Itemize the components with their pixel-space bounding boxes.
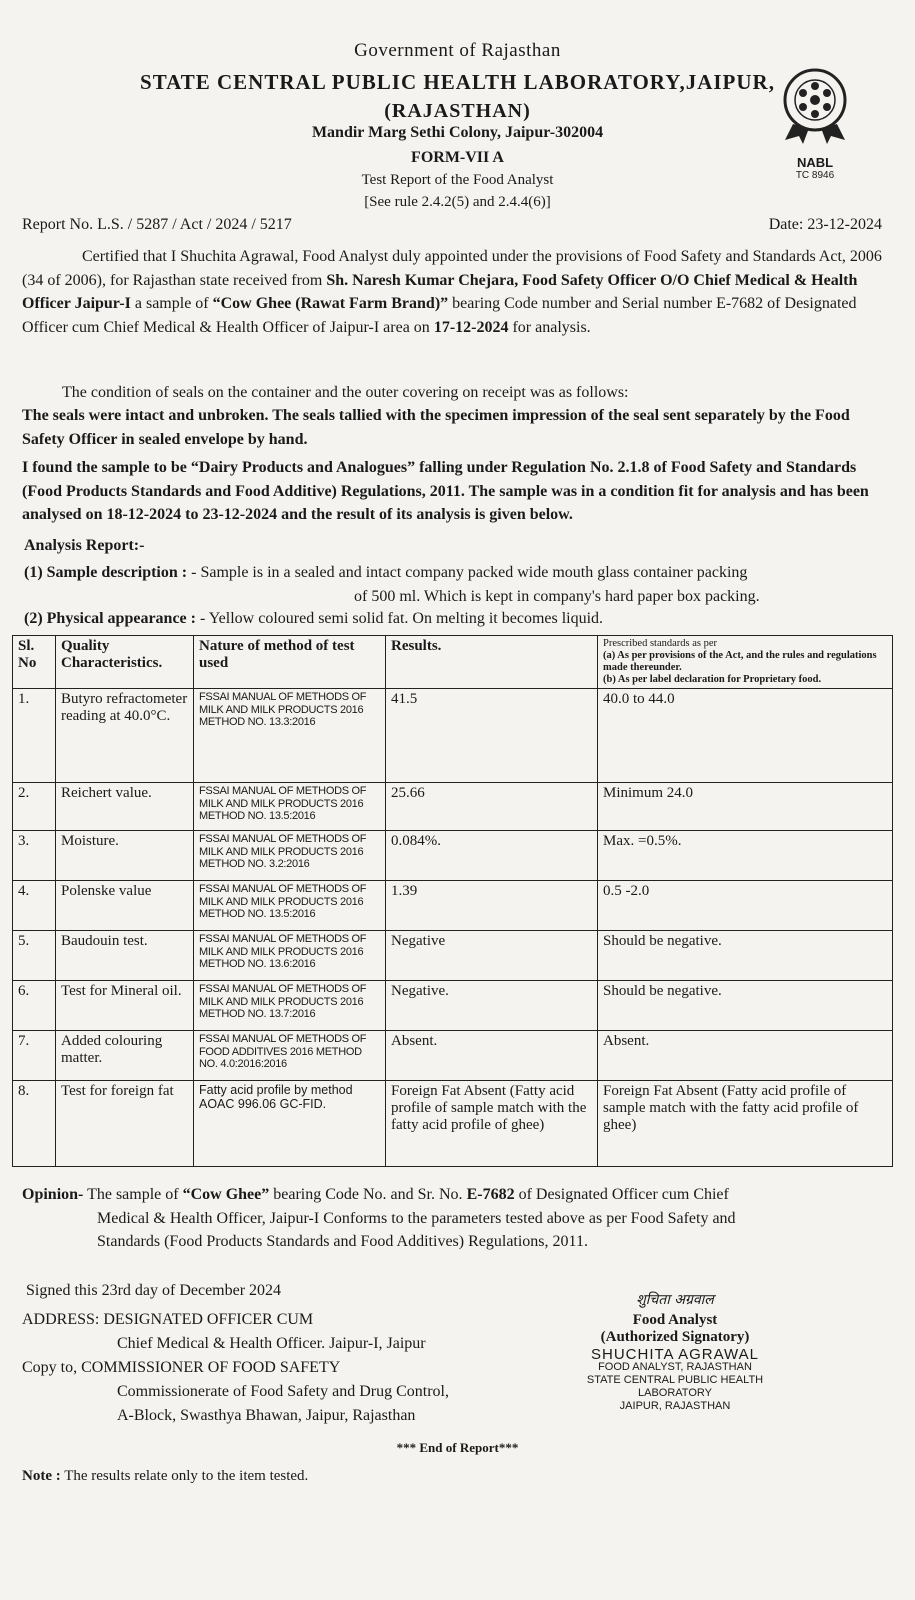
official-stamp: SHUCHITA AGRAWAL FOOD ANALYST, RAJASTHAN STATE CENTRAL PUBLIC HEALTH LABORATORY JAIPUR, RAJASTHAN (586, 1346, 764, 1412)
report-date: Date: 23-12-2024 (768, 216, 882, 233)
table-row: 3. Moisture. FSSAI MANUAL OF METHODS OF MILK AND MILK PRODUCTS 2016 METHOD NO. 3.2:2016 0.084%. Max. =0.5%. (13, 831, 893, 881)
seal-condition-intro: The condition of seals on the container and the outer covering on receipt was as follows: (62, 384, 629, 401)
table-row: 7. Added colouring matter. FSSAI MANUAL OF METHODS OF FOOD ADDITIVES 2016 METHOD NO. 4.0:2016:2016 Absent. Absent. (13, 1031, 893, 1081)
analyst-title: Food Analyst (632, 1312, 718, 1328)
sample-description: (1) Sample description : - Sample is in a sealed and intact company packed wide mouth glass container packing of 500 ml. Which is kept in company's hard paper box packing. (24, 564, 760, 605)
authorized-signatory: (Authorized Signatory) (600, 1329, 750, 1345)
col-results: Results. (386, 636, 598, 689)
table-row: 4. Polenske value FSSAI MANUAL OF METHODS OF MILK AND MILK PRODUCTS 2016 METHOD NO. 13.5:2016 1.39 0.5 -2.0 (13, 881, 893, 931)
nabl-seal-icon (779, 66, 851, 146)
end-of-report: *** End of Report*** (396, 1440, 519, 1455)
table-row: 1. Butyro refractometer reading at 40.0°C. FSSAI MANUAL OF METHODS OF MILK AND MILK PRODUCTS 2016 METHOD NO. 13.3:2016 41.5 40.0 to 44.0 (13, 689, 893, 783)
analyst-signature: शुचिता अग्रवाल (636, 1292, 714, 1308)
seal-condition-text: The seals were intact and unbroken. The seals tallied with the specimen impression of the seal sent separately by the Food Safety Officer in sealed envelope by hand. (22, 407, 850, 448)
analysis-report-title: Analysis Report:- (24, 537, 145, 554)
food-analyst-signature-block (570, 1290, 780, 1413)
form-number: FORM-VII A (411, 149, 504, 166)
report-number: Report No. L.S. / 5287 / Act / 2024 / 5217 (22, 216, 292, 233)
nabl-label: NABL (796, 155, 834, 170)
table-row: 6. Test for Mineral oil. FSSAI MANUAL OF METHODS OF MILK AND MILK PRODUCTS 2016 METHOD NO. 13.7:2016 Negative. Should be negative. (13, 981, 893, 1031)
signed-date: Signed this 23rd day of December 2024 (26, 1282, 282, 1299)
government-heading: Government of Rajasthan (354, 40, 561, 61)
table-header-row (13, 636, 893, 689)
certificate-paragraph: Certified that I Shuchita Agrawal, Food Analyst duly appointed under the provisions of Food Safety and Standards Act, 2006 (34 of 2006), for Rajasthan state received from Sh. Naresh Kumar Chejara, Food Safety Officer O/O Chief Medical & Health Officer Jaipur-I a sample of “Cow Ghee (Rawat Farm Brand)” bearing Code number and Serial number E-7682 of Designated Officer cum Chief Medical & Health Officer of Jaipur-I area on 17-12-2024 for analysis. (22, 248, 882, 336)
nabl-certificate: TC 8946 (795, 170, 835, 181)
note: Note : The results relate only to the item tested. (22, 1468, 309, 1484)
results-table (12, 635, 893, 1167)
report-title: Test Report of the Food Analyst (361, 172, 554, 188)
table-row: 2. Reichert value. FSSAI MANUAL OF METHODS OF MILK AND MILK PRODUCTS 2016 METHOD NO. 13.5:2016 25.66 Minimum 24.0 (13, 783, 893, 831)
col-method: Nature of method of test used (194, 636, 386, 689)
state-heading: (RAJASTHAN) (384, 100, 531, 122)
sample-finding-paragraph: I found the sample to be “Dairy Products and Analogues” falling under Regulation No. 2.1.8 of Food Safety and Standards (Food Products Standards and Food Additive) Regulations, 2011. The sample was in a condition fit for analysis and has been analysed on 18-12-2024 to 23-12-2024 and the result of its analysis is given below. (22, 459, 869, 523)
table-row: 5. Baudouin test. FSSAI MANUAL OF METHODS OF MILK AND MILK PRODUCTS 2016 METHOD NO. 13.6:2016 Negative Should be negative. (13, 931, 893, 981)
physical-appearance: (2) Physical appearance : - Yellow coloured semi solid fat. On melting it becomes liquid. (24, 610, 604, 627)
opinion-section: Opinion- The sample of “Cow Ghee” bearing Code No. and Sr. No. E-7682 of Designated Officer cum Chief Medical & Health Officer, Jaipur-I Conforms to the parameters tested above as per Food Safety and Standards (Food Products Standards and Food Additives) Regulations, 2011. (22, 1186, 736, 1250)
laboratory-heading: STATE CENTRAL PUBLIC HEALTH LABORATORY,JAIPUR, (140, 70, 775, 94)
col-sl-no: Sl. No (13, 636, 56, 689)
col-standards: Prescribed standards as per (a) As per provisions of the Act, and the rules and regulations made thereunder. (b) As per label declaration for Proprietary food. (598, 636, 893, 689)
lab-address: Mandir Marg Sethi Colony, Jaipur-302004 (311, 124, 604, 141)
address-block: ADDRESS: DESIGNATED OFFICER CUM Chief Medical & Health Officer. Jaipur-I, Jaipur Copy to, COMMISSIONER OF FOOD SAFETY Commissionerate of Food Safety and Drug Control, A-Block, Swasthya Bhawan, Jaipur, Rajasthan (22, 1311, 449, 1424)
rule-reference: [See rule 2.4.2(5) and 2.4.4(6)] (364, 194, 551, 210)
col-quality: Quality Characteristics. (56, 636, 194, 689)
table-row: 8. Test for foreign fat Fatty acid profile by method AOAC 996.06 GC-FID. Foreign Fat Absent (Fatty acid profile of sample match with the fatty acid profile of ghee) Foreign Fat Absent (Fatty acid profile of sample match with the fatty acid profile of ghee) (13, 1081, 893, 1167)
nabl-logo (770, 66, 860, 181)
